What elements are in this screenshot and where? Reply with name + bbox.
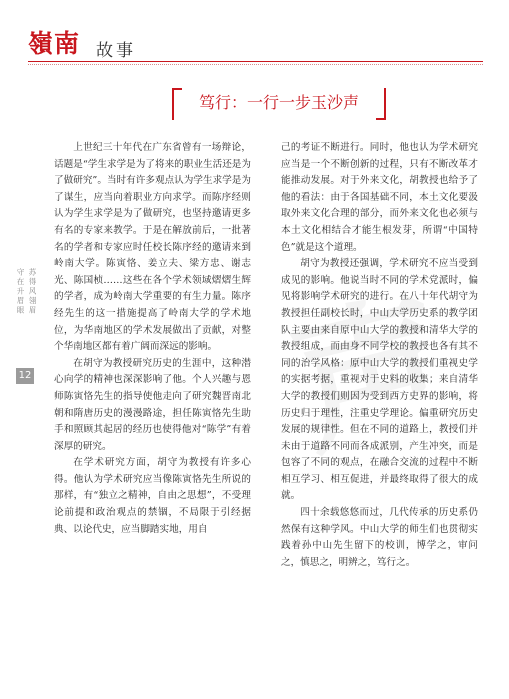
section-name: 故事 bbox=[96, 41, 136, 61]
article-title-box bbox=[172, 88, 386, 120]
paragraph: 在胡守为教授研究历史的生涯中，这种潜心向学的精神也深深影响了他。个人兴趣与恩师陈寅恪先生的指导使他走向了研究魏晋南北朝和隋唐历史的漫漫路途，担任陈寅恪先生助手和照顾其起居的经历也使得他对“陈学”有着深厚的研究。 bbox=[54, 357, 251, 452]
paragraph: 己的考证不断进行。同时，他也认为学术研究应当是一个不断创新的过程，只有不断改革才能推动发展。对于外来文化，胡教授也给予了他的看法：由于各国基础不同，本土文化要汲取外来文化合理的部分，而外来文化也必须与本土文化相结合才能生根发芽，所谓“中国特色”就是这个道理。 bbox=[281, 142, 478, 253]
bracket-right-decoration bbox=[376, 88, 386, 120]
header-dotted-rule bbox=[28, 64, 483, 65]
brand-logo: 嶺南 bbox=[28, 29, 81, 58]
paragraph: 四十余载悠悠而过，几代传承的历史系仍然保有这种学风。中山大学的师生们也贯彻实践着孙中山先生留下的校训，博学之，审问之，慎思之，明辨之，笃行之。 bbox=[281, 507, 478, 568]
page-number: 12 bbox=[16, 368, 34, 384]
header-rule bbox=[28, 61, 483, 62]
side-vertical-text: 苏得风翎眉 bbox=[28, 268, 37, 316]
article-column-left bbox=[54, 140, 251, 538]
bracket-left-decoration bbox=[172, 88, 182, 120]
side-vertical-text: 守在升眉眼 bbox=[16, 268, 25, 316]
article-column-right bbox=[281, 140, 478, 571]
paragraph: 上世纪三十年代在广东省曾有一场辩论，话题是“学生求学是为了将来的职业生活还是为了做研究”。当时有许多观点认为学生求学是为了谋生，应当向着职业方向求学。而陈序经则认为学生求学是为了做研究，也坚持邀请更多有名的专家来教学。于是在解放前后，一批著名的学者和专家应时任校长陈序经的邀请来到岭南大学。陈寅恪、姜立夫、梁方忠、谢志光、陈国桢……这些在各个学术领域熠熠生辉的学者，成为岭南大学重要的有生力量。陈序经先生的这一措施提高了岭南大学的学术地位，为华南地区的学术发展做出了贡献，对整个华南地区都有着广阔而深远的影响。 bbox=[54, 142, 251, 353]
paragraph: 在学术研究方面，胡守为教授有许多心得。他认为学术研究应当像陈寅恪先生所说的那样，有“独立之精神，自由之思想”，不受理论前提和政治观点的禁锢，不局限于引经据典、以论代史，应当脚踏实地，用自 bbox=[54, 457, 251, 535]
article-title: 笃行：一行一步玉沙声 bbox=[198, 93, 359, 112]
paragraph: 胡守为教授还强调，学术研究不应当受到成见的影响。他说当时不同的学术党派时，偏见将影响学术研究的进行。在八十年代胡守为教授担任副校长时，中山大学历史系的教学团队主要由来自原中山大学的教授和清华大学的教授组成，而由身不同学校的教授也各有其不同的治学风格：原中山大学的教授们重视史学的实据考据，重视对于史料的收集；来自清华大学的教授们则因为受到西方史界的影响，将历史归于理性，注重史学理论。偏重研究历史发展的规律性。但在不同的道路上，教授们并未由于道路不同而各成派别，产生冲突，而是包容了不同的观点，在融合交流的过程中不断相互学习、相互促进，并最终取得了很大的成就。 bbox=[281, 258, 478, 502]
